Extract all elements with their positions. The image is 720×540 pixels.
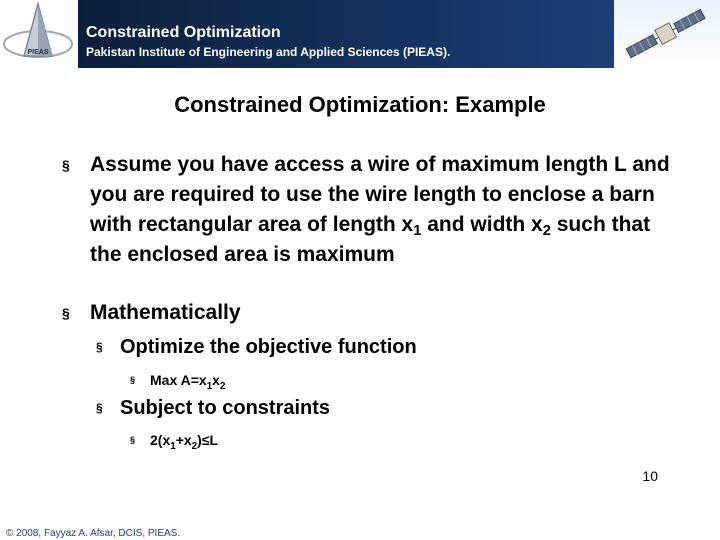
bullet-wire-problem: [62, 150, 682, 270]
sub-bullet-objective: [96, 333, 417, 361]
formula-constraint: [130, 430, 218, 450]
bullet-text: Optimize the objective function: [120, 336, 417, 358]
bullet-marker: §: [62, 305, 70, 321]
header-subtitle: Pakistan Institute of Engineering and Applied Sciences (PIEAS).: [86, 45, 451, 59]
sub-bullet-constraints: [96, 394, 330, 422]
slide-title: Constrained Optimization: Example: [174, 92, 546, 117]
bullet-text: Assume you have access a wire of maximum length L and you are required to use the wire length to enclose a barn with rectangular area of length $x_1$ and width $x_2$ such that the enclosed area is maximum: [90, 153, 670, 266]
bullet-marker: §: [96, 401, 103, 415]
satellite-image: [614, 0, 720, 68]
header-title: Constrained Optimization: [86, 24, 281, 41]
formula-text: Max $A=x_1x_2$: [150, 372, 226, 392]
page-number: 10: [642, 468, 658, 484]
bullet-mathematically: [62, 298, 682, 328]
bullet-marker: §: [130, 375, 136, 385]
formula-text: $2(x_1+x_2)\le L$: [150, 432, 219, 452]
formula-objective: [130, 370, 225, 390]
header-banner: [0, 0, 720, 68]
footer-copyright: © 2008, Fayyaz A. Afsar, DCIS, PIEAS.: [6, 528, 181, 539]
bullet-text: Subject to constraints: [120, 397, 331, 419]
bullet-text: Mathematically: [90, 301, 241, 324]
bullet-marker: §: [96, 340, 103, 354]
pieas-logo: [0, 0, 80, 68]
logo-text: PIEAS: [27, 49, 49, 56]
bullet-marker: §: [62, 157, 70, 173]
bullet-marker: §: [130, 435, 136, 445]
